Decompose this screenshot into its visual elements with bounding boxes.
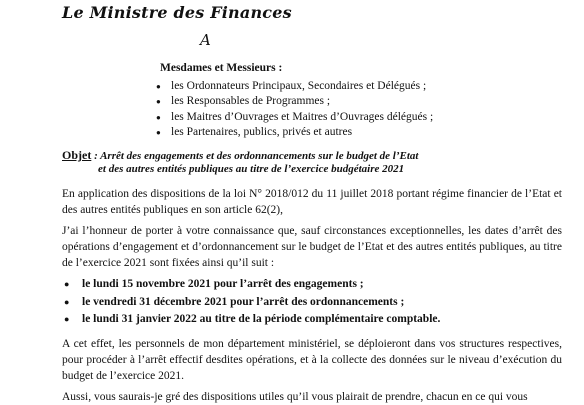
deadline-list: [62, 276, 440, 329]
bullet-icon: ●: [156, 112, 161, 122]
object-subject: : Arrêt des engagements et des ordonnancements sur le budget de l’Etat: [94, 150, 419, 162]
bullet-icon: ●: [156, 127, 161, 137]
recipient-text: les Ordonnateurs Principaux, Secondaires et Délégués ;: [171, 80, 427, 92]
sender-title: Le Ministre des Finances: [62, 3, 292, 22]
recipient-text: les Maitres d’Ouvrages et Maitres d’Ouvrages délégués ;: [171, 110, 434, 123]
recipient-text: les Partenaires, publics, privés et autres: [171, 125, 353, 138]
deadline-item: [62, 276, 440, 294]
bullet-icon: ●: [156, 97, 161, 107]
deadline-text: le lundi 15 novembre 2021 pour l’arrêt des engagements ;: [82, 278, 364, 290]
deadline-text: le vendredi 31 décembre 2021 pour l’arrêt des ordonnancements ;: [82, 295, 405, 308]
paragraph-announcement: J’ai l’honneur de porter à votre connaissance que, sauf circonstances exceptionnelles, les dates d’arrêt des opérations d’engagement et d’ordonnancement sur le budget de l’Etat et des autres entités publiques, au titre de l’exercice 2021 sont fixées ainsi qu’il suit :: [62, 225, 562, 269]
paragraph-deployment: A cet effet, les personnels de mon département ministériel, se déploieront dans vos structures respectives, pour procéder à l’arrêt effectif desdites opérations, et à la collecte des données sur le niveau d’exécution du budget de l’exercice 2021.: [62, 338, 562, 382]
bullet-icon: ●: [64, 296, 70, 307]
bullet-icon: ●: [156, 82, 161, 91]
salutation: Mesdames et Messieurs :: [160, 62, 283, 74]
recipient-item: [156, 125, 433, 140]
addressee-marker: A: [200, 31, 211, 49]
object-line: [62, 149, 562, 176]
recipient-item: [156, 94, 433, 109]
deadline-item: [62, 294, 440, 312]
recipient-text: les Responsables de Programmes ;: [171, 95, 331, 108]
bullet-icon: ●: [64, 314, 70, 324]
bullet-icon: ●: [64, 279, 70, 289]
paragraph-closing: Aussi, vous saurais-je gré des dispositions utiles qu’il vous plairait de prendre, chacun en ce qui vous: [62, 391, 528, 403]
recipient-item: [156, 110, 433, 125]
object-subject-continued: et des autres entités publiques au titre de l’exercice budgétaire 2021: [98, 163, 405, 175]
recipient-list: [156, 79, 433, 140]
deadline-text: le lundi 31 janvier 2022 au titre de la période complémentaire comptable.: [82, 313, 441, 325]
deadline-item: [62, 311, 440, 329]
object-label: Objet: [62, 148, 92, 162]
recipient-item: [156, 79, 433, 94]
paragraph-legal-basis: En application des dispositions de la loi N° 2018/012 du 11 juillet 2018 portant régime financier de l’Etat et des autres entités publiques en son article 62(2),: [62, 188, 562, 216]
